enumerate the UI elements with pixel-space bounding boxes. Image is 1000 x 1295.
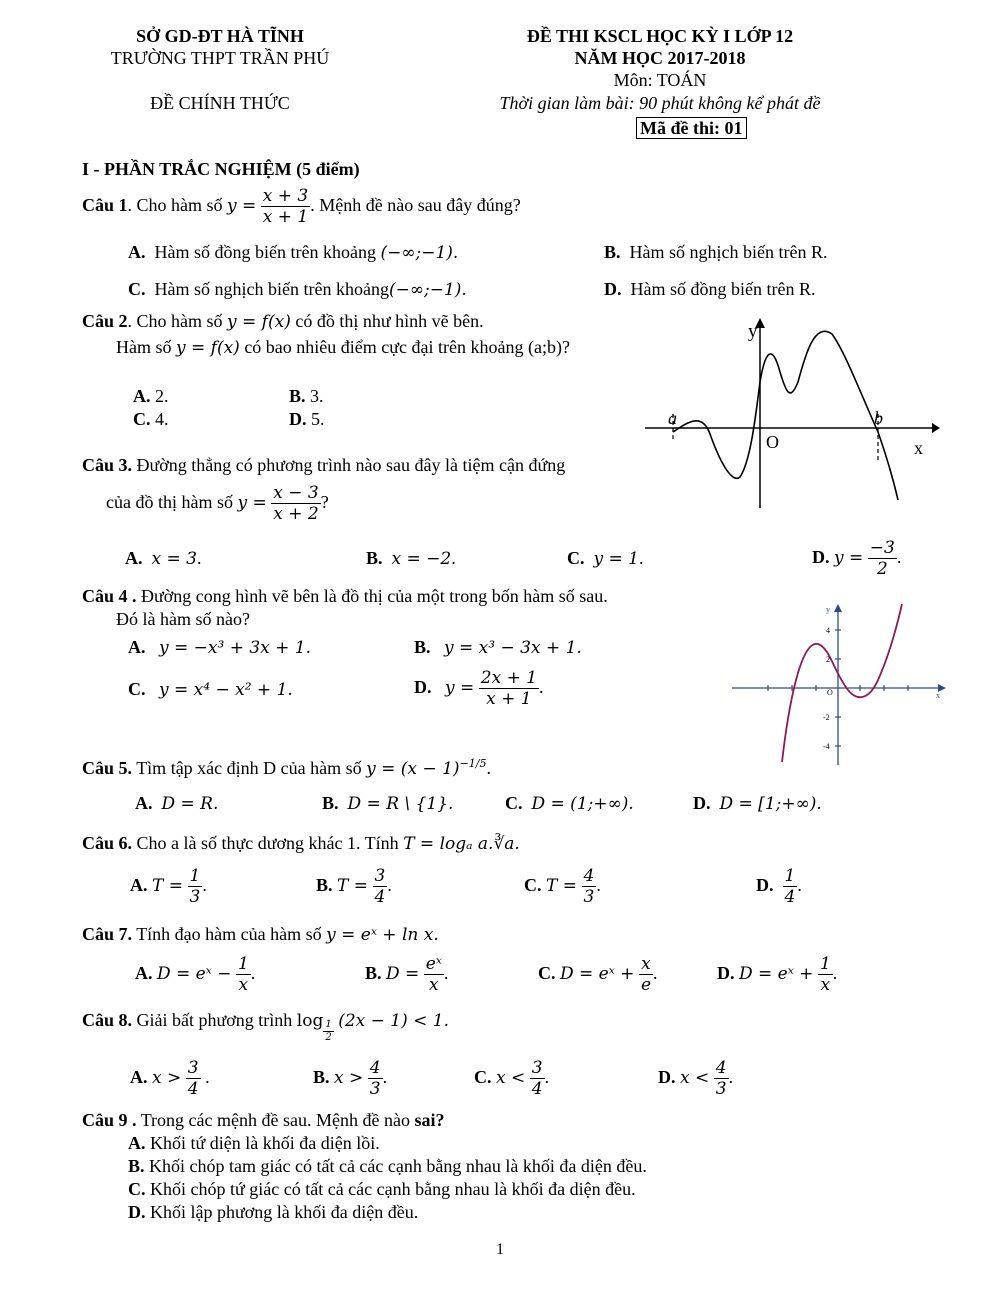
q4-tick-2: 2: [826, 655, 830, 664]
q4-option-a[interactable]: A. y = −x³ + 3x + 1.: [128, 637, 312, 658]
q4-option-d[interactable]: D. y = $\frac{2x + 1}{x + 1}$ .: [414, 668, 544, 710]
q1-option-a[interactable]: A. Hàm số đồng biến trên khoảng (−∞;−1).: [128, 242, 459, 263]
exam-title: ĐỀ THI KSCL HỌC KỲ I LỚP 12: [526, 26, 794, 46]
q5-option-c[interactable]: C. D = (1;+∞).: [505, 793, 634, 814]
question-2: Câu 2. Cho hàm số y = f(x) có đồ thị như hình vẽ bên.: [82, 311, 484, 332]
question-4: Câu 4 . Đường cong hình vẽ bên là đồ thị của một trong bốn hàm số sau.: [82, 586, 608, 606]
q6-option-d[interactable]: D. $\frac{1}{4}$ .: [756, 866, 802, 908]
question-6: Câu 6. Cho a là số thực dương khác 1. Tính T = logₐ a.∛a.: [82, 833, 520, 854]
q1-option-c[interactable]: C. Hàm số nghịch biến trên khoảng(−∞;−1).: [128, 279, 467, 300]
q9-option-b[interactable]: B. Khối chóp tam giác có tất cả các cạnh bằng nhau là khối đa diện đều.: [128, 1156, 647, 1176]
q8-option-a[interactable]: A. x > $\frac{3}{4}$ .: [130, 1058, 210, 1100]
time-limit: Thời gian làm bài: 90 phút không kể phát đề: [499, 93, 821, 113]
question-3: Câu 3. Đường thẳng có phương trình nào sau đây là tiệm cận đứng: [82, 455, 566, 475]
q7-option-d[interactable]: D. D = eˣ + $\frac{1}{x}$ .: [717, 954, 838, 996]
q4-option-b[interactable]: B. y = x³ − 3x + 1.: [414, 637, 582, 658]
question-3-line2: của đồ thị hàm số y = $\frac{x - 3}{x + 2}$ ?: [106, 483, 329, 525]
section-title: I - PHẦN TRẮC NGHIỆM (5 điểm): [82, 159, 360, 179]
question-1: Câu 1. Cho hàm số y = $\frac{x + 3}{x + 1}$ . Mệnh đề nào sau đây đúng?: [82, 186, 521, 228]
q8-option-b[interactable]: B. x > $\frac{4}{3}$ .: [313, 1058, 388, 1100]
question-4-line2: Đó là hàm số nào?: [116, 609, 250, 629]
q5-option-b[interactable]: B. D = R \ {1}.: [322, 793, 454, 814]
q4-tick-4: 4: [826, 626, 830, 635]
q2-x-arrow: [932, 423, 940, 433]
q8-option-c[interactable]: C. x < $\frac{3}{4}$ .: [474, 1058, 550, 1100]
q3-option-c[interactable]: C. y = 1.: [567, 548, 644, 569]
q2-option-d[interactable]: D. 5.: [289, 409, 325, 429]
school-dept: SỞ GD-ĐT HÀ TĨNH: [136, 26, 304, 46]
q4-y-label: y: [826, 605, 830, 614]
question-9: Câu 9 . Trong các mệnh đề sau. Mệnh đề nào sai?: [82, 1110, 445, 1130]
q2-x-label: x: [914, 438, 923, 458]
q1-option-d[interactable]: D. Hàm số đồng biến trên R.: [604, 279, 816, 299]
q3-option-b[interactable]: B. x = −2.: [366, 548, 456, 569]
q2-y-label: y: [748, 321, 758, 342]
q4-curve: [782, 604, 902, 762]
q7-option-c[interactable]: C. D = eˣ + $\frac{x}{e}$ .: [538, 954, 658, 996]
exam-code: Mã đề thi: 01: [636, 118, 747, 139]
q7-option-a[interactable]: A. D = eˣ − $\frac{1}{x}$ .: [135, 954, 256, 996]
q4-function-graph: [730, 600, 950, 770]
school-year: NĂM HỌC 2017-2018: [574, 48, 746, 68]
q5-option-d[interactable]: D. D = [1;+∞).: [693, 793, 822, 814]
q8-option-d[interactable]: D. x < $\frac{4}{3}$ .: [658, 1058, 734, 1100]
subject: Môn: TOÁN: [613, 70, 707, 90]
page-number: 1: [496, 1241, 504, 1258]
q3-option-d[interactable]: D. y = $\frac{-3}{2}$ .: [812, 538, 902, 580]
question-5: Câu 5. Tìm tập xác định D của hàm số $y = (x - 1)^{-1/5}$.: [82, 757, 491, 779]
q1-option-b[interactable]: B. Hàm số nghịch biến trên R.: [604, 242, 828, 262]
q4-tick-m2: -2: [823, 713, 830, 722]
official-label: ĐỀ CHÍNH THỨC: [150, 93, 290, 113]
school-name: TRƯỜNG THPT TRẦN PHÚ: [110, 48, 330, 68]
q4-option-c[interactable]: C. y = x⁴ − x² + 1.: [128, 679, 293, 700]
q9-option-c[interactable]: C. Khối chóp tứ giác có tất cả các cạnh bằng nhau là khối đa diện đều.: [128, 1179, 636, 1199]
q7-option-b[interactable]: B. D = $\frac{\text{eˣ}}{x}$ .: [365, 954, 449, 996]
q4-tick-m4: -4: [823, 742, 830, 751]
q3-option-a[interactable]: A. x = 3.: [125, 548, 202, 569]
q2-b-label: b: [874, 408, 883, 428]
question-2-line2: Hàm số y = f(x) có bao nhiêu điểm cực đại trên khoảng (a;b)?: [116, 337, 570, 358]
question-8: Câu 8. Giải bất phương trình log $\frac{1}{2}$ (2x − 1) < 1.: [82, 1010, 450, 1043]
q4-y-arrow: [834, 604, 842, 612]
q6-option-c[interactable]: C. T = $\frac{4}{3}$ .: [524, 866, 601, 908]
q5-option-a[interactable]: A. D = R.: [135, 793, 219, 814]
q4-origin-label: O: [827, 688, 833, 697]
q2-origin-label: O: [766, 432, 779, 452]
q4-x-label: x: [936, 691, 940, 700]
q6-option-a[interactable]: A. T = $\frac{1}{3}$ .: [130, 866, 207, 908]
question-7: Câu 7. Tính đạo hàm của hàm số y = eˣ + ln x.: [82, 924, 439, 945]
q2-option-c[interactable]: C. 4.: [133, 409, 169, 429]
q9-option-d[interactable]: D. Khối lập phương là khối đa diện đều.: [128, 1202, 419, 1222]
q2-function-graph: [640, 312, 950, 512]
q2-a-label: a: [668, 408, 677, 428]
q2-option-b[interactable]: B. 3.: [289, 386, 324, 406]
q9-option-a[interactable]: A. Khối tứ diện là khối đa diện lồi.: [128, 1133, 380, 1153]
q6-option-b[interactable]: B. T = $\frac{3}{4}$ .: [316, 866, 392, 908]
q2-option-a[interactable]: A. 2.: [133, 386, 169, 406]
q2-curve: [673, 331, 898, 500]
